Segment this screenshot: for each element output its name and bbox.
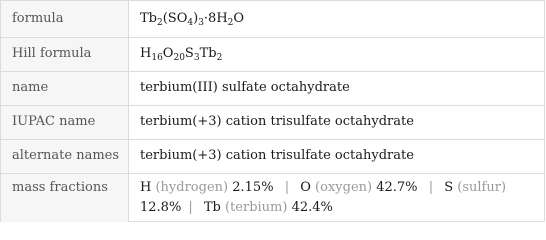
row-name bbox=[1, 71, 544, 106]
element-symbol: Tb bbox=[203, 200, 221, 215]
row-hill-formula bbox=[1, 37, 544, 72]
formula-value bbox=[140, 11, 540, 26]
formula-part: H bbox=[140, 46, 152, 61]
formula-subscript: 3 bbox=[193, 53, 200, 63]
formula-subscript: 2 bbox=[216, 53, 223, 63]
row-label: alternate names bbox=[12, 148, 120, 163]
name-value: terbium(III) sulfate octahydrate bbox=[140, 80, 350, 95]
formula-part: S bbox=[184, 46, 194, 61]
hill-formula-value bbox=[140, 46, 540, 61]
separator: | bbox=[188, 200, 193, 215]
mass-percent: 12.8% bbox=[140, 200, 182, 215]
element-name: (hydrogen) bbox=[155, 180, 229, 195]
mass-fractions-value bbox=[140, 180, 540, 220]
formula-part: Tb bbox=[199, 46, 217, 61]
separator: | bbox=[428, 180, 434, 195]
mass-fraction-item bbox=[140, 180, 278, 195]
separator: | bbox=[284, 180, 290, 195]
row-label: name bbox=[12, 80, 49, 95]
formula-part: (SO bbox=[162, 11, 188, 26]
element-symbol: S bbox=[444, 180, 454, 195]
mass-percent: 42.7% bbox=[376, 180, 418, 195]
element-name: (oxygen) bbox=[315, 180, 373, 195]
mass-fraction-item bbox=[440, 180, 506, 195]
element-name: (sulfur) bbox=[457, 180, 507, 195]
element-symbol: O bbox=[300, 180, 311, 195]
formula-part: O bbox=[233, 11, 245, 26]
row-label: IUPAC name bbox=[12, 114, 96, 129]
formula-part: ) bbox=[193, 11, 199, 26]
row-label: Hill formula bbox=[12, 46, 92, 61]
mass-fraction-item bbox=[296, 180, 422, 195]
element-symbol: H bbox=[140, 180, 152, 195]
formula-subscript: 4 bbox=[187, 18, 194, 28]
alternate-names-value: terbium(+3) cation trisulfate octahydrate bbox=[140, 148, 414, 163]
row-label: formula bbox=[12, 11, 64, 26]
row-mass-fractions bbox=[1, 173, 544, 222]
formula-part: O bbox=[162, 46, 174, 61]
element-name: (terbium) bbox=[224, 200, 288, 215]
formula-part: ·8H bbox=[203, 11, 228, 26]
mass-percent: 42.4% bbox=[291, 200, 333, 215]
formula-part: Tb bbox=[140, 11, 157, 26]
formula-subscript: 3 bbox=[198, 18, 204, 28]
formula-subscript: 2 bbox=[227, 18, 234, 28]
row-formula bbox=[1, 1, 544, 37]
formula-subscript: 2 bbox=[157, 18, 163, 28]
formula-subscript: 16 bbox=[151, 53, 163, 63]
row-alternate-names bbox=[1, 139, 544, 174]
formula-subscript: 20 bbox=[173, 53, 185, 63]
mass-fraction-item bbox=[200, 200, 333, 215]
iupac-name-value: terbium(+3) cation trisulfate octahydrate bbox=[140, 114, 414, 129]
row-label: mass fractions bbox=[12, 180, 108, 195]
mass-percent: 2.15% bbox=[232, 180, 274, 195]
row-iupac-name bbox=[1, 105, 544, 140]
